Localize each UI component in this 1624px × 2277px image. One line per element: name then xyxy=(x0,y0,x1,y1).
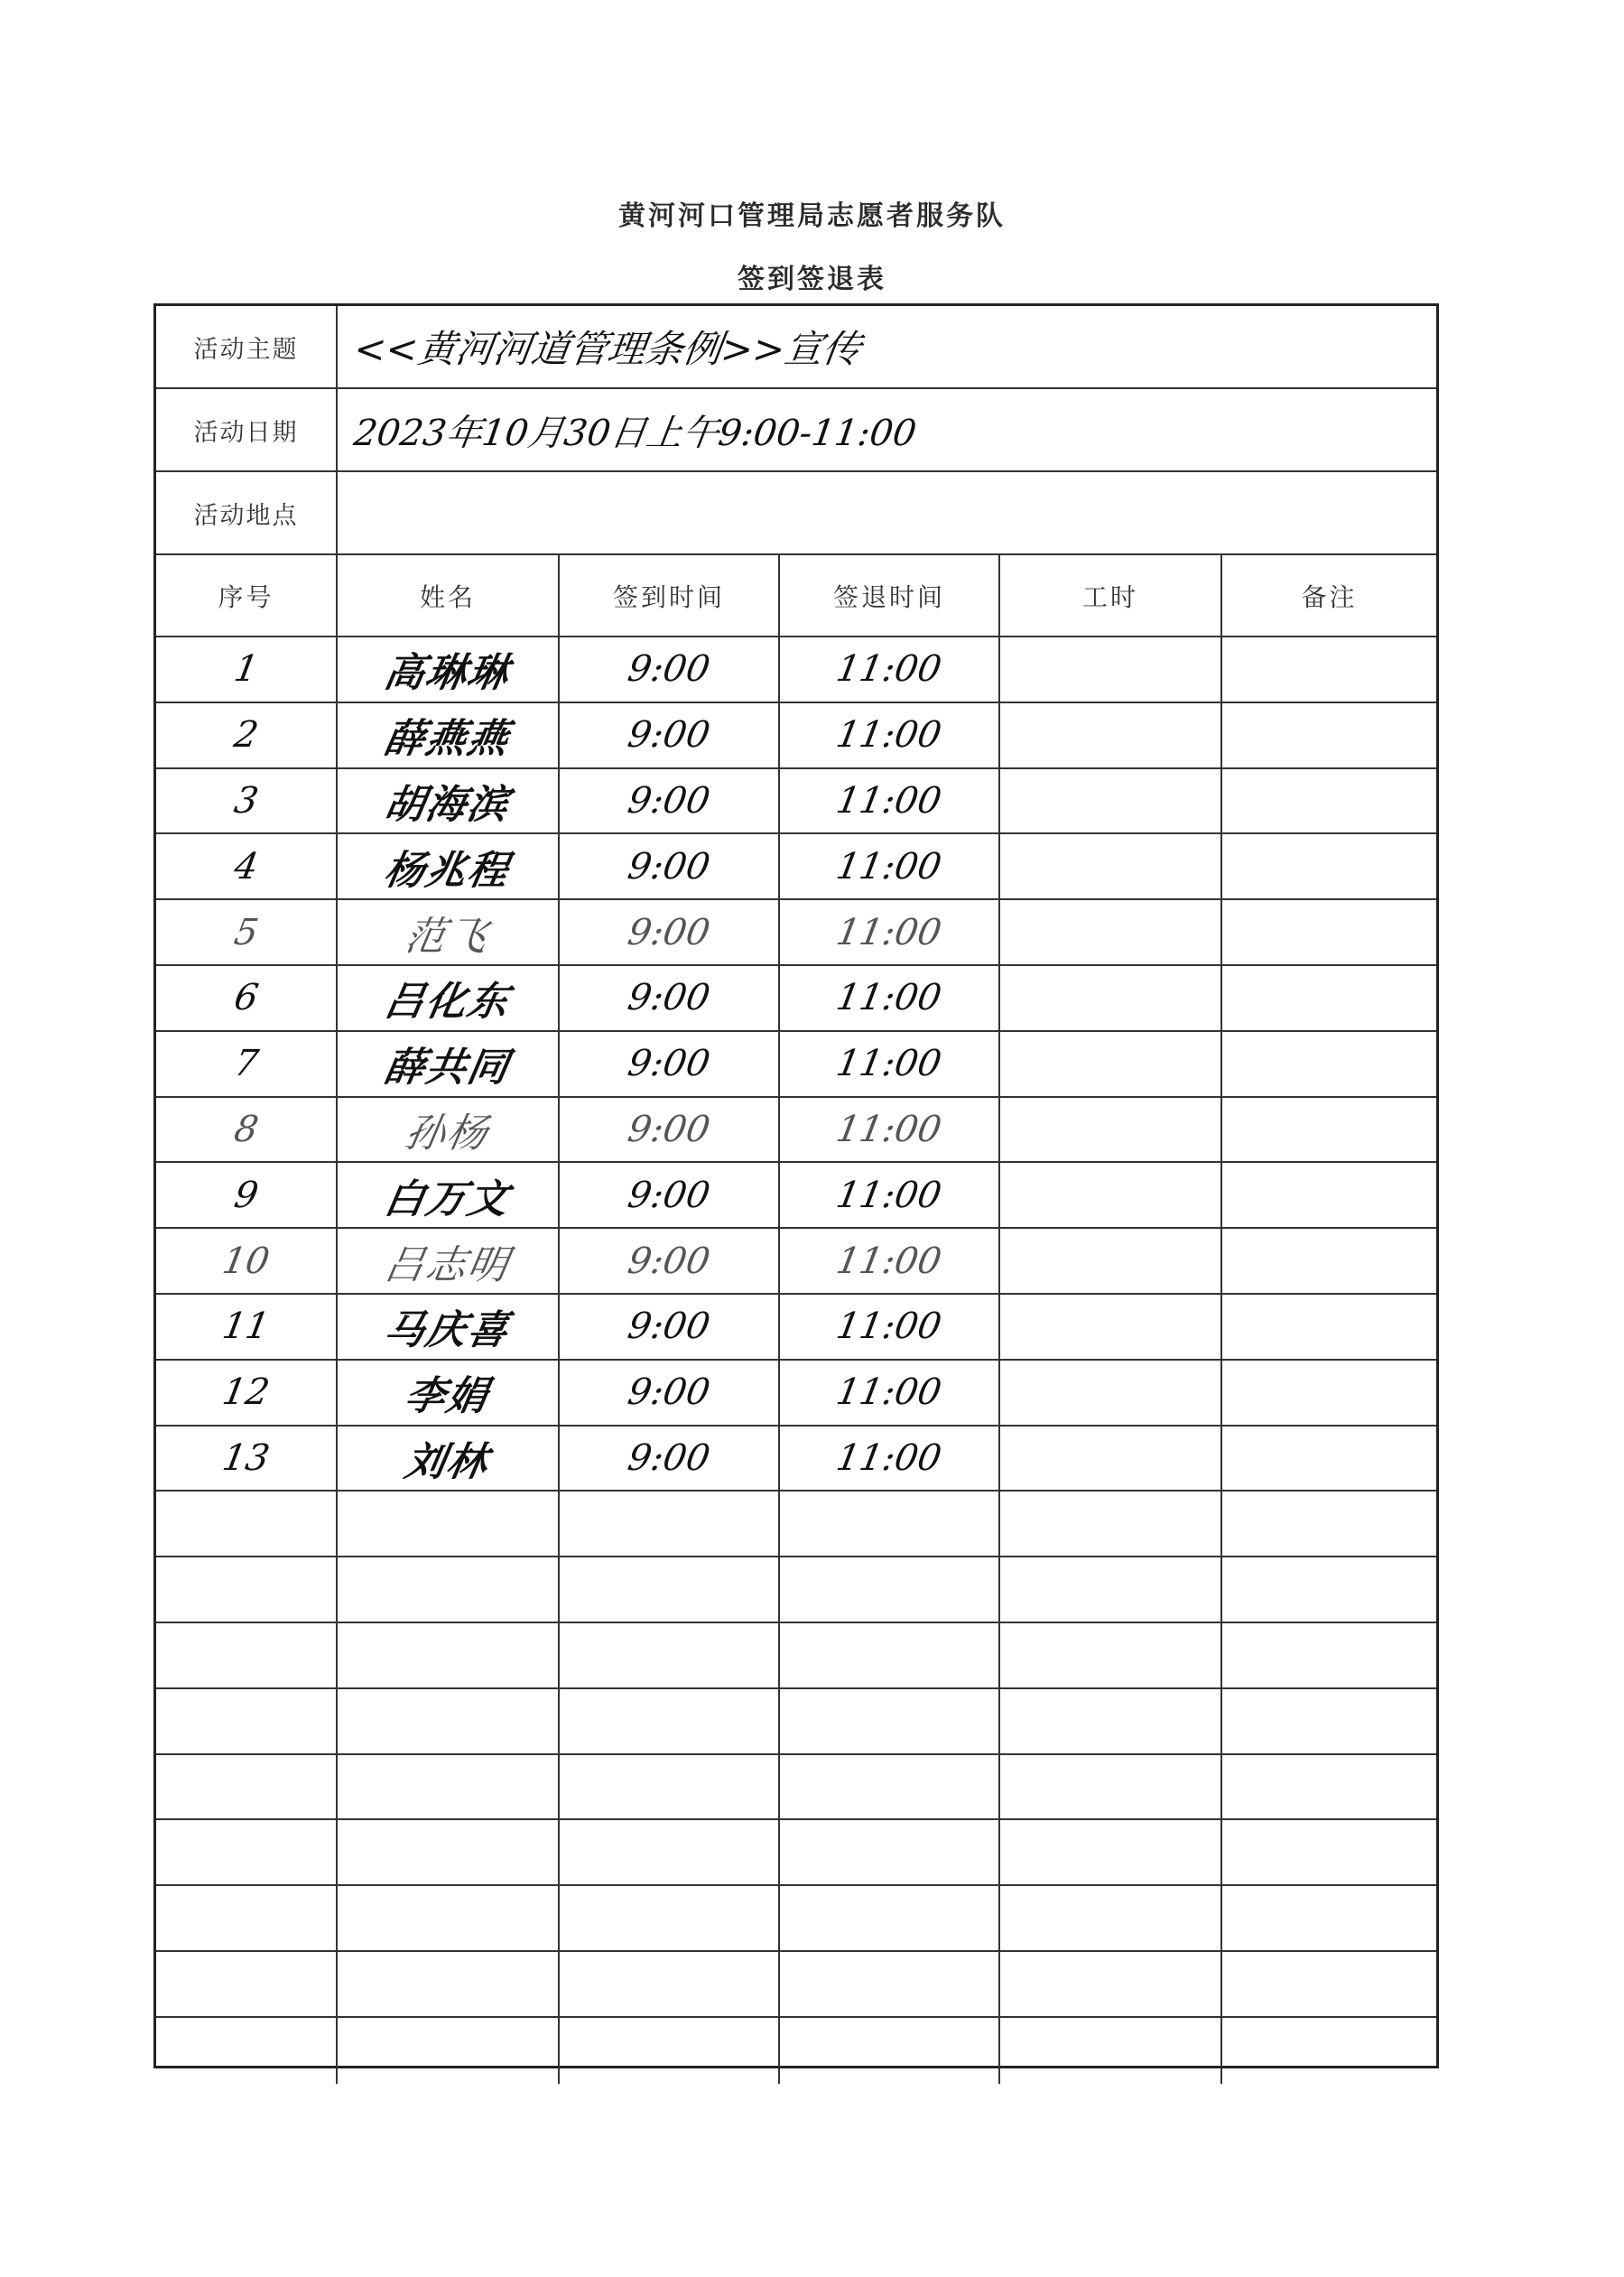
row-name: 薛共同 xyxy=(380,1045,514,1092)
row-remarks-cell[interactable] xyxy=(1222,966,1436,1030)
row-sign-out-time-cell[interactable] xyxy=(780,1820,1000,1884)
row-hours-cell[interactable] xyxy=(1000,1098,1222,1162)
row-remarks-cell[interactable] xyxy=(1222,1427,1436,1491)
row-sign-in-time-cell[interactable] xyxy=(560,1098,780,1162)
table-row xyxy=(156,1952,1436,2018)
row-number: 8 xyxy=(230,1108,262,1150)
row-name-cell[interactable] xyxy=(338,703,560,767)
row-sign-in-time-cell[interactable] xyxy=(560,834,780,898)
row-number: 11 xyxy=(218,1306,274,1348)
row-remarks-cell[interactable] xyxy=(1222,1886,1436,1950)
row-name-cell[interactable] xyxy=(338,1492,560,1556)
col-header-sign-in: 签到时间 xyxy=(560,555,780,636)
row-sign-in-time: 9:00 xyxy=(625,779,713,822)
row-remarks-cell[interactable] xyxy=(1222,900,1436,964)
row-remarks-cell[interactable] xyxy=(1222,1689,1436,1753)
col-header-remarks: 备注 xyxy=(1301,581,1358,612)
row-name-cell[interactable] xyxy=(338,1952,560,2016)
row-remarks-cell[interactable] xyxy=(1222,1952,1436,2016)
row-sign-out-time-cell[interactable] xyxy=(780,1098,1000,1162)
date-label: 活动日期 xyxy=(156,389,338,470)
row-sign-in-time-cell[interactable] xyxy=(560,1623,780,1687)
row-sign-in-time-cell[interactable] xyxy=(560,1427,780,1491)
row-number: 3 xyxy=(230,779,262,822)
row-number: 7 xyxy=(230,1043,262,1085)
row-name-cell[interactable] xyxy=(338,900,560,964)
row-number: 10 xyxy=(218,1240,274,1282)
row-number-cell[interactable] xyxy=(156,1820,338,1884)
row-name: 薛燕燕 xyxy=(380,716,514,763)
row-remarks-cell[interactable] xyxy=(1222,1623,1436,1687)
row-name-cell[interactable] xyxy=(338,1886,560,1950)
row-remarks-cell[interactable] xyxy=(1222,1098,1436,1162)
row-sign-in-time: 9:00 xyxy=(625,1306,713,1348)
row-hours-cell[interactable] xyxy=(1000,1557,1222,1622)
row-name: 胡海滨 xyxy=(380,781,514,828)
row-number-cell[interactable] xyxy=(156,900,338,964)
row-remarks-cell[interactable] xyxy=(1222,1361,1436,1425)
row-sign-out-time-cell[interactable] xyxy=(780,1229,1000,1293)
row-sign-out-time: 11:00 xyxy=(833,1108,945,1150)
row-number-cell[interactable] xyxy=(156,1689,338,1753)
row-name: 吕志明 xyxy=(380,1241,514,1288)
table-row xyxy=(156,1820,1436,1886)
row-sign-out-time-cell[interactable] xyxy=(780,1032,1000,1096)
row-number: 12 xyxy=(218,1371,274,1414)
row-name-cell[interactable] xyxy=(338,1295,560,1359)
row-sign-out-time-cell[interactable] xyxy=(780,1623,1000,1687)
row-number-cell[interactable] xyxy=(156,1098,338,1162)
row-name-cell[interactable] xyxy=(338,966,560,1030)
table-row xyxy=(156,900,1436,966)
row-hours-cell[interactable] xyxy=(1000,1229,1222,1293)
col-header-hours: 工时 xyxy=(1000,555,1222,636)
row-number-cell[interactable] xyxy=(156,1427,338,1491)
row-remarks-cell[interactable] xyxy=(1222,1557,1436,1622)
row-name: 杨兆程 xyxy=(380,847,514,894)
row-sign-out-time: 11:00 xyxy=(833,1043,945,1085)
row-hours-cell[interactable] xyxy=(1000,1820,1222,1884)
row-hours-cell[interactable] xyxy=(1000,1623,1222,1687)
row-remarks-cell[interactable] xyxy=(1222,769,1436,833)
row-number: 6 xyxy=(230,977,262,1019)
row-sign-out-time-cell[interactable] xyxy=(780,1427,1000,1491)
row-number-cell[interactable] xyxy=(156,769,338,833)
row-number: 13 xyxy=(218,1436,274,1479)
row-number-cell[interactable] xyxy=(156,1557,338,1622)
row-sign-out-time: 11:00 xyxy=(833,1371,945,1414)
row-number-cell[interactable] xyxy=(156,1163,338,1227)
row-sign-out-time: 11:00 xyxy=(833,1306,945,1348)
row-name: 范飞 xyxy=(401,913,493,960)
col-header-sign-out: 签退时间 xyxy=(780,555,1000,636)
row-remarks-cell[interactable] xyxy=(1222,1229,1436,1293)
row-sign-in-time-cell[interactable] xyxy=(560,1229,780,1293)
row-hours-cell[interactable] xyxy=(1000,637,1222,702)
row-sign-in-time: 9:00 xyxy=(625,977,713,1019)
row-sign-out-time: 11:00 xyxy=(833,714,945,757)
row-sign-in-time: 9:00 xyxy=(625,1240,713,1282)
row-number-cell[interactable] xyxy=(156,1361,338,1425)
row-remarks-cell[interactable] xyxy=(1222,834,1436,898)
sign-in-sign-out-form xyxy=(153,303,1439,2068)
row-name-cell[interactable] xyxy=(338,1229,560,1293)
row-name-cell[interactable] xyxy=(338,769,560,833)
row-number-cell[interactable] xyxy=(156,1623,338,1687)
row-number-cell[interactable] xyxy=(156,703,338,767)
row-sign-in-time-cell[interactable] xyxy=(560,966,780,1030)
row-sign-in-time-cell[interactable] xyxy=(560,1886,780,1950)
row-sign-out-time: 11:00 xyxy=(833,1174,945,1216)
row-hours-cell[interactable] xyxy=(1000,1163,1222,1227)
row-hours-cell[interactable] xyxy=(1000,1032,1222,1096)
row-sign-in-time: 9:00 xyxy=(625,714,713,757)
row-number-cell[interactable] xyxy=(156,966,338,1030)
row-hours-cell[interactable] xyxy=(1000,900,1222,964)
row-name: 白万文 xyxy=(380,1176,514,1222)
row-number: 9 xyxy=(230,1174,262,1216)
row-sign-in-time-cell[interactable] xyxy=(560,1689,780,1753)
row-sign-in-time-cell[interactable] xyxy=(560,1163,780,1227)
row-sign-in-time-cell[interactable] xyxy=(560,769,780,833)
table-row xyxy=(156,2018,1436,2084)
row-sign-out-time: 11:00 xyxy=(833,1436,945,1479)
table-row xyxy=(156,1623,1436,1689)
row-sign-out-time: 11:00 xyxy=(833,1240,945,1282)
row-hours-cell[interactable] xyxy=(1000,966,1222,1030)
row-sign-out-time: 11:00 xyxy=(833,911,945,953)
table-row xyxy=(156,1886,1436,1952)
column-header-row xyxy=(156,555,1436,637)
place-label: 活动地点 xyxy=(156,472,338,553)
row-number-cell[interactable] xyxy=(156,637,338,702)
row-number-cell[interactable] xyxy=(156,1229,338,1293)
row-hours-cell[interactable] xyxy=(1000,1886,1222,1950)
row-remarks-cell[interactable] xyxy=(1222,703,1436,767)
row-name-cell[interactable] xyxy=(338,1098,560,1162)
row-sign-out-time-cell[interactable] xyxy=(780,1952,1000,2016)
row-number-cell[interactable] xyxy=(156,1032,338,1096)
row-sign-out-time-cell[interactable] xyxy=(780,1163,1000,1227)
row-name-cell[interactable] xyxy=(338,1163,560,1227)
row-hours-cell[interactable] xyxy=(1000,1492,1222,1556)
row-name-cell[interactable] xyxy=(338,834,560,898)
row-name-cell[interactable] xyxy=(338,2018,560,2084)
row-name-cell[interactable] xyxy=(338,637,560,702)
row-remarks-cell[interactable] xyxy=(1222,1755,1436,1819)
row-name: 刘林 xyxy=(401,1438,493,1485)
row-number: 2 xyxy=(230,714,262,757)
place-row xyxy=(156,472,1436,555)
row-remarks-cell[interactable] xyxy=(1222,1295,1436,1359)
row-sign-in-time: 9:00 xyxy=(625,845,713,888)
row-name: 马庆喜 xyxy=(380,1307,514,1354)
date-row xyxy=(156,389,1436,472)
row-number-cell[interactable] xyxy=(156,1492,338,1556)
row-remarks-cell[interactable] xyxy=(1222,1163,1436,1227)
row-sign-in-time-cell[interactable] xyxy=(560,1820,780,1884)
row-name: 孙杨 xyxy=(401,1110,493,1157)
row-sign-out-time-cell[interactable] xyxy=(780,703,1000,767)
row-number-cell[interactable] xyxy=(156,1952,338,2016)
row-sign-in-time-cell[interactable] xyxy=(560,1557,780,1622)
row-hours-cell[interactable] xyxy=(1000,1689,1222,1753)
row-name-cell[interactable] xyxy=(338,1032,560,1096)
table-row xyxy=(156,1295,1436,1361)
row-sign-out-time-cell[interactable] xyxy=(780,1755,1000,1819)
row-sign-in-time: 9:00 xyxy=(625,911,713,953)
row-sign-out-time-cell[interactable] xyxy=(780,2018,1000,2084)
row-sign-in-time: 9:00 xyxy=(625,1436,713,1479)
row-sign-out-time-cell[interactable] xyxy=(780,1295,1000,1359)
row-name: 高琳琳 xyxy=(380,650,514,697)
row-remarks-cell[interactable] xyxy=(1222,1492,1436,1556)
row-sign-in-time-cell[interactable] xyxy=(560,1755,780,1819)
row-sign-in-time-cell[interactable] xyxy=(560,1295,780,1359)
row-sign-out-time-cell[interactable] xyxy=(780,1886,1000,1950)
row-number-cell[interactable] xyxy=(156,1295,338,1359)
row-name-cell[interactable] xyxy=(338,1689,560,1753)
row-sign-in-time-cell[interactable] xyxy=(560,2018,780,2084)
row-sign-in-time-cell[interactable] xyxy=(560,703,780,767)
row-remarks-cell[interactable] xyxy=(1222,637,1436,702)
row-hours-cell[interactable] xyxy=(1000,769,1222,833)
row-name-cell[interactable] xyxy=(338,1755,560,1819)
table-row xyxy=(156,1557,1436,1623)
row-name-cell[interactable] xyxy=(338,1820,560,1884)
row-name-cell[interactable] xyxy=(338,1557,560,1622)
table-row xyxy=(156,966,1436,1032)
row-remarks-cell[interactable] xyxy=(1222,1820,1436,1884)
row-sign-in-time: 9:00 xyxy=(625,1371,713,1414)
theme-value[interactable]: <<黄河河道管理条例>>宣传 xyxy=(351,327,864,371)
row-name: 李娟 xyxy=(401,1373,493,1420)
theme-row xyxy=(156,306,1436,389)
row-number: 1 xyxy=(230,648,262,691)
row-sign-in-time: 9:00 xyxy=(625,1174,713,1216)
row-sign-in-time: 9:00 xyxy=(625,1043,713,1085)
table-row xyxy=(156,769,1436,835)
place-value[interactable] xyxy=(349,472,361,553)
row-sign-out-time-cell[interactable] xyxy=(780,637,1000,702)
row-number: 5 xyxy=(230,911,262,953)
table-row xyxy=(156,1427,1436,1492)
row-number-cell[interactable] xyxy=(156,834,338,898)
row-number: 4 xyxy=(230,845,262,888)
row-hours-cell[interactable] xyxy=(1000,703,1222,767)
table-row xyxy=(156,1098,1436,1164)
row-hours-cell[interactable] xyxy=(1000,1952,1222,2016)
row-number-cell[interactable] xyxy=(156,1886,338,1950)
row-sign-out-time-cell[interactable] xyxy=(780,1689,1000,1753)
table-row xyxy=(156,1032,1436,1098)
row-name-cell[interactable] xyxy=(338,1623,560,1687)
row-name-cell[interactable] xyxy=(338,1361,560,1425)
table-row xyxy=(156,834,1436,900)
row-sign-out-time: 11:00 xyxy=(833,648,945,691)
row-sign-out-time: 11:00 xyxy=(833,977,945,1019)
row-number-cell[interactable] xyxy=(156,2018,338,2084)
row-hours-cell[interactable] xyxy=(1000,1427,1222,1491)
table-row xyxy=(156,1755,1436,1821)
row-sign-in-time-cell[interactable] xyxy=(560,1032,780,1096)
org-title: 黄河河口管理局志愿者服务队 xyxy=(618,200,1006,232)
row-sign-out-time-cell[interactable] xyxy=(780,900,1000,964)
table-row xyxy=(156,1229,1436,1295)
row-number-cell[interactable] xyxy=(156,1755,338,1819)
row-sign-in-time: 9:00 xyxy=(625,1108,713,1150)
row-remarks-cell[interactable] xyxy=(1222,1032,1436,1096)
row-sign-in-time-cell[interactable] xyxy=(560,1361,780,1425)
row-sign-out-time-cell[interactable] xyxy=(780,1361,1000,1425)
table-row xyxy=(156,1163,1436,1229)
row-sign-out-time-cell[interactable] xyxy=(780,966,1000,1030)
row-hours-cell[interactable] xyxy=(1000,2018,1222,2084)
row-sign-in-time-cell[interactable] xyxy=(560,900,780,964)
row-hours-cell[interactable] xyxy=(1000,834,1222,898)
row-sign-in-time-cell[interactable] xyxy=(560,637,780,702)
table-row xyxy=(156,1361,1436,1427)
row-sign-in-time-cell[interactable] xyxy=(560,1952,780,2016)
table-row xyxy=(156,1492,1436,1557)
row-remarks-cell[interactable] xyxy=(1222,2018,1436,2084)
row-sign-out-time: 11:00 xyxy=(833,845,945,888)
row-sign-in-time-cell[interactable] xyxy=(560,1492,780,1556)
row-sign-out-time-cell[interactable] xyxy=(780,1557,1000,1622)
row-hours-cell[interactable] xyxy=(1000,1295,1222,1359)
col-header-name: 姓名 xyxy=(338,555,560,636)
table-row xyxy=(156,1689,1436,1755)
date-value[interactable]: 2023年10月30日上午9:00-11:00 xyxy=(351,412,919,454)
row-sign-out-time: 11:00 xyxy=(833,779,945,822)
table-row xyxy=(156,703,1436,769)
row-name: 吕化东 xyxy=(380,979,514,1026)
row-sign-in-time: 9:00 xyxy=(625,648,713,691)
table-row xyxy=(156,637,1436,703)
row-hours-cell[interactable] xyxy=(1000,1755,1222,1819)
row-hours-cell[interactable] xyxy=(1000,1361,1222,1425)
row-sign-out-time-cell[interactable] xyxy=(780,834,1000,898)
row-name-cell[interactable] xyxy=(338,1427,560,1491)
col-header-no: 序号 xyxy=(156,555,338,636)
theme-label: 活动主题 xyxy=(156,306,338,387)
form-title: 签到签退表 xyxy=(738,264,886,295)
row-sign-out-time-cell[interactable] xyxy=(780,1492,1000,1556)
row-sign-out-time-cell[interactable] xyxy=(780,769,1000,833)
